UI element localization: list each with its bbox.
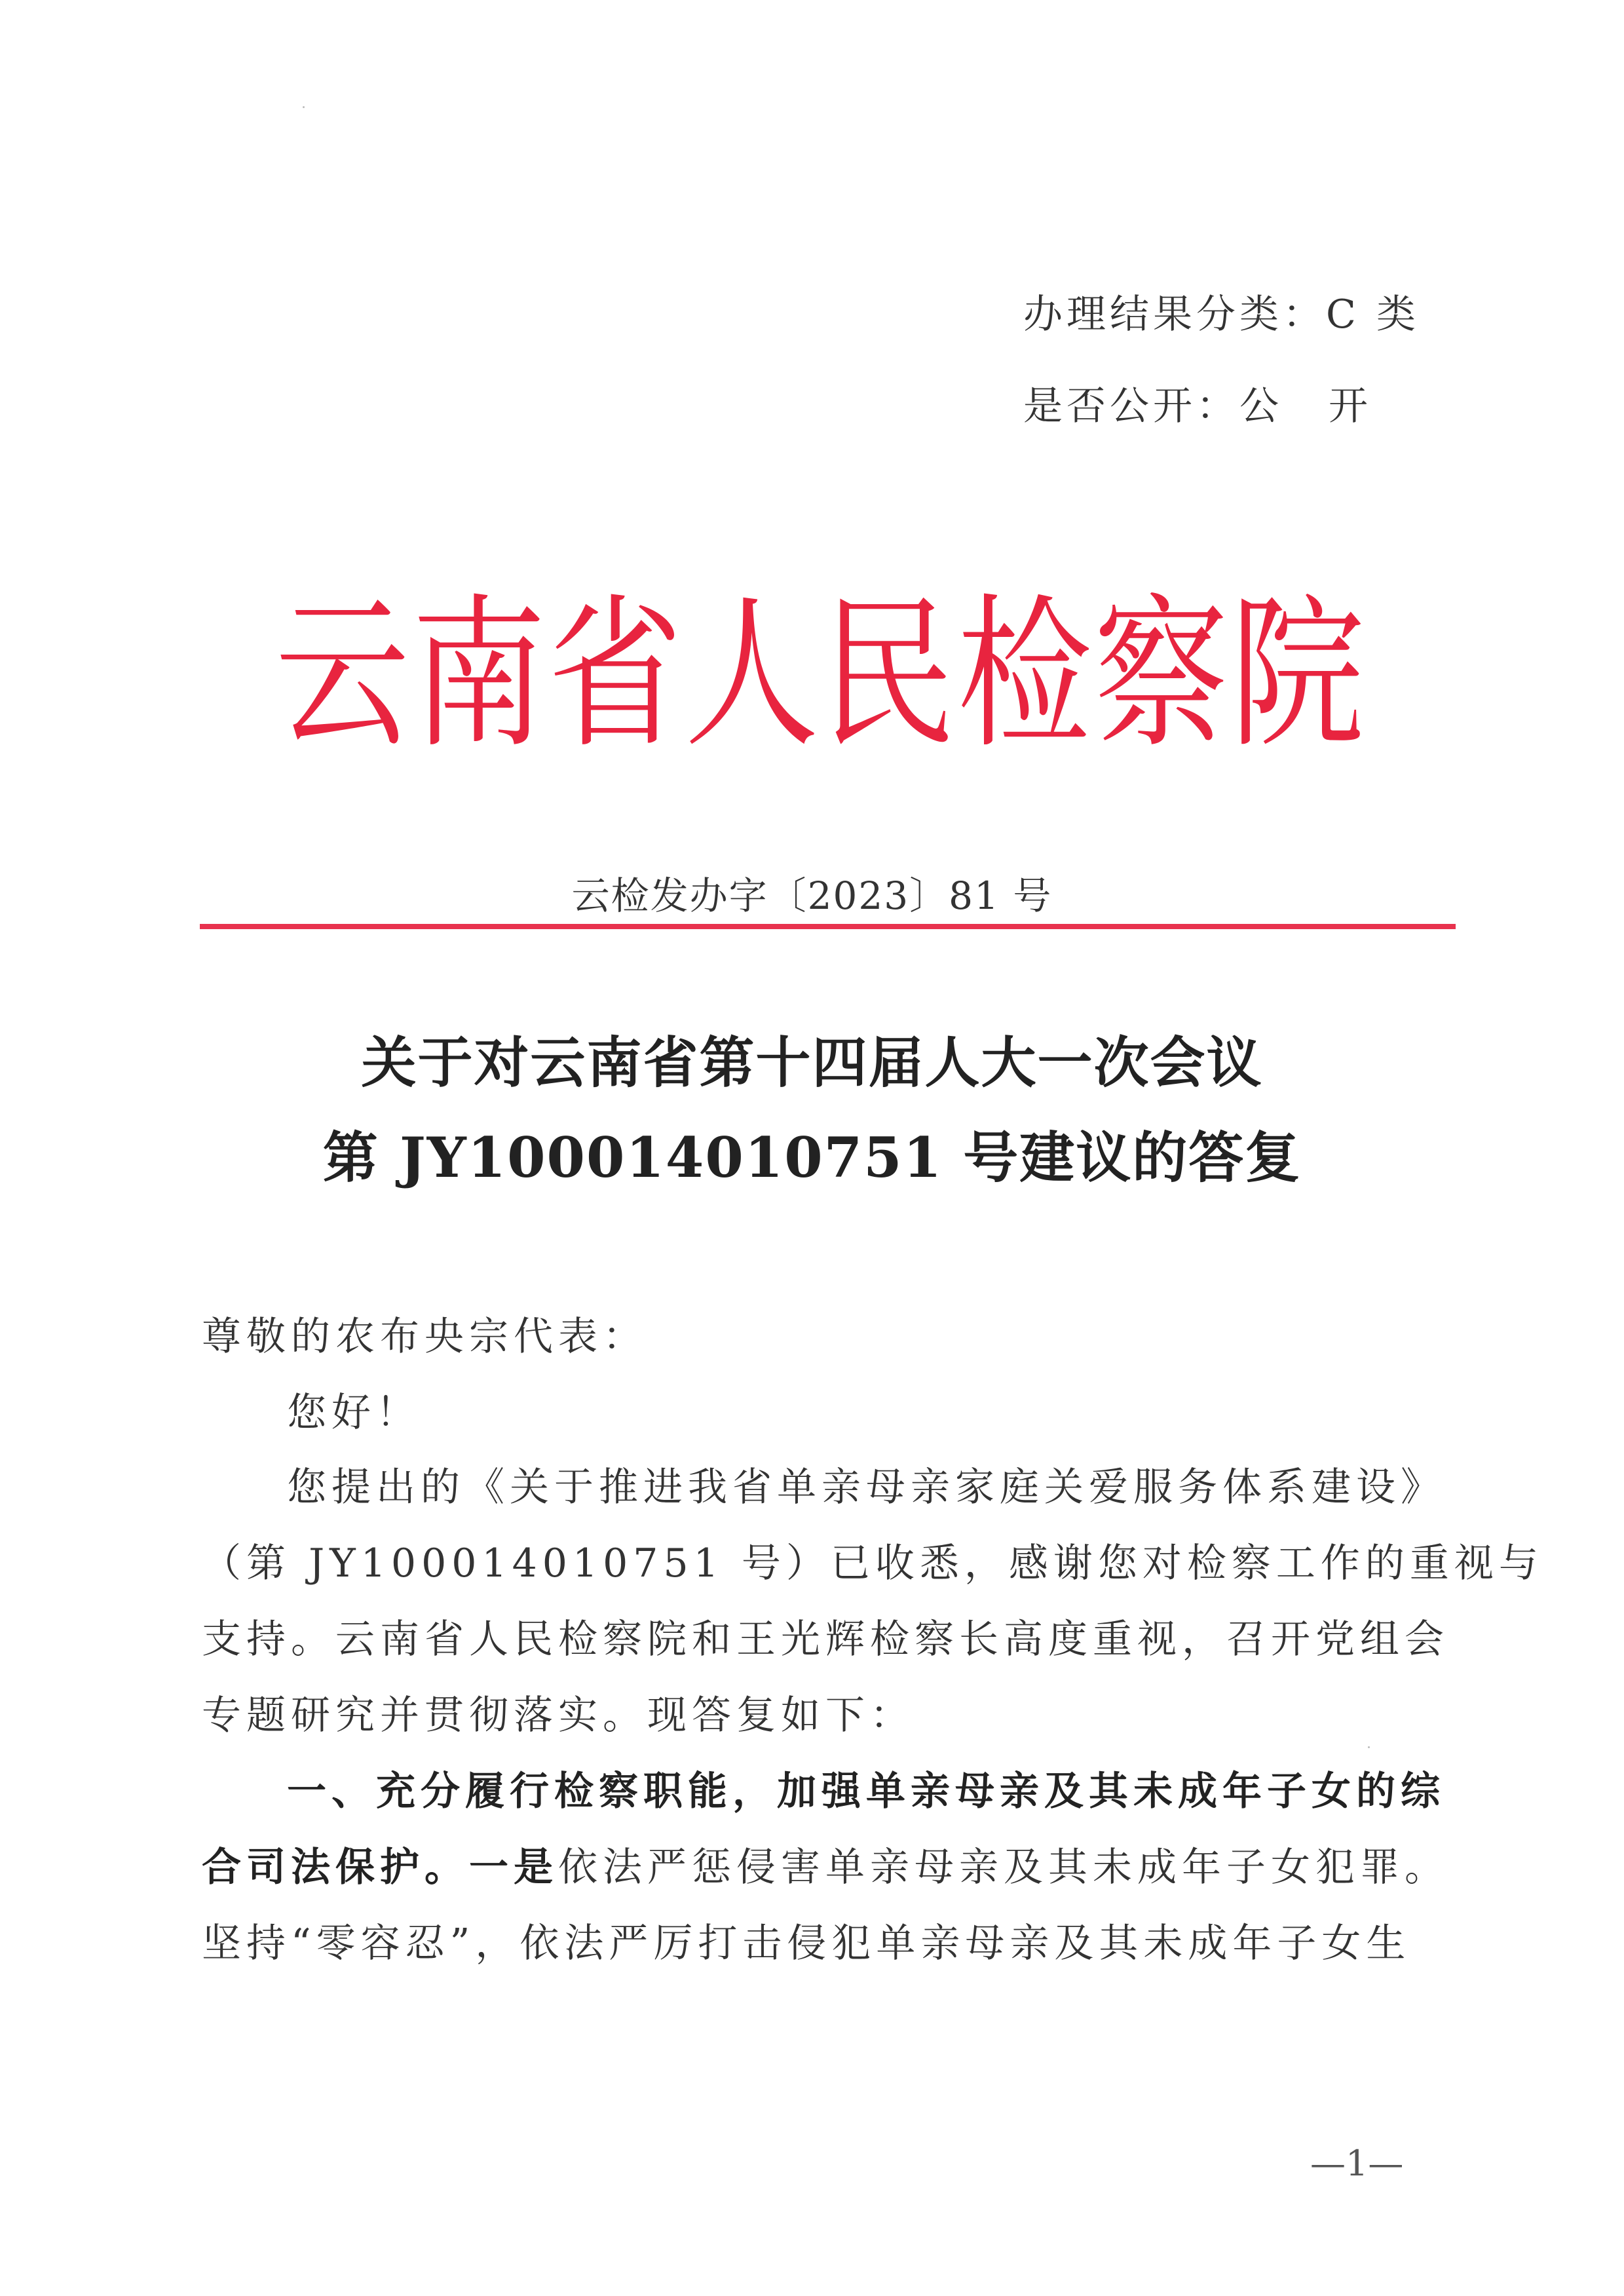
- result-category-label: 办理结果分类：: [1023, 292, 1326, 337]
- subject-title-line-2: 第 JY100014010751 号建议的答复: [322, 1125, 1302, 1190]
- greeting: 您好！: [287, 1390, 421, 1436]
- point-1-label: 一是: [469, 1845, 558, 1890]
- result-category-value: C 类: [1326, 292, 1420, 337]
- subject-title-line-1: 关于对云南省第十四届人大一次会议: [361, 1030, 1263, 1095]
- public-status-label: 是否公开：: [1023, 383, 1239, 429]
- section-1-heading: 一、充分履行检察职能，加强单亲母亲及其未成年子女的综: [287, 1769, 1445, 1814]
- page-number: —1—: [1310, 2143, 1404, 2184]
- public-status-value-2: 开: [1329, 383, 1372, 429]
- body-paragraph-line: 坚持“零容忍”，依法严厉打击侵犯单亲母亲及其未成年子女生: [202, 1921, 1411, 1966]
- organization-letterhead: 云南省人民检察院: [275, 579, 1367, 770]
- salutation: 尊敬的农布央宗代表：: [202, 1314, 647, 1360]
- point-1-text: 依法严惩侵害单亲母亲及其未成年子女犯罪。: [558, 1845, 1449, 1890]
- public-status: [1023, 375, 1372, 431]
- result-category: [1023, 283, 1420, 339]
- body-paragraph-line: 您提出的《关于推进我省单亲母亲家庭关爱服务体系建设》: [287, 1464, 1445, 1510]
- document-number: 云检发办字〔2023〕81 号: [571, 873, 1053, 918]
- scan-speck: [1368, 1746, 1370, 1748]
- public-status-value-1: 公: [1239, 383, 1283, 429]
- body-paragraph-line: （第 JY100014010751 号）已收悉，感谢您对检察工作的重视与: [202, 1540, 1543, 1586]
- section-1-heading-end: 合司法保护。: [202, 1845, 469, 1890]
- body-paragraph-line: 专题研究并贯彻落实。现答复如下：: [202, 1693, 915, 1738]
- body-paragraph-line: 支持。云南省人民检察院和王光辉检察长高度重视，召开党组会: [202, 1617, 1449, 1662]
- red-divider: [200, 924, 1456, 929]
- section-1-line-2: [202, 1836, 1449, 1892]
- scan-speck: [303, 106, 305, 108]
